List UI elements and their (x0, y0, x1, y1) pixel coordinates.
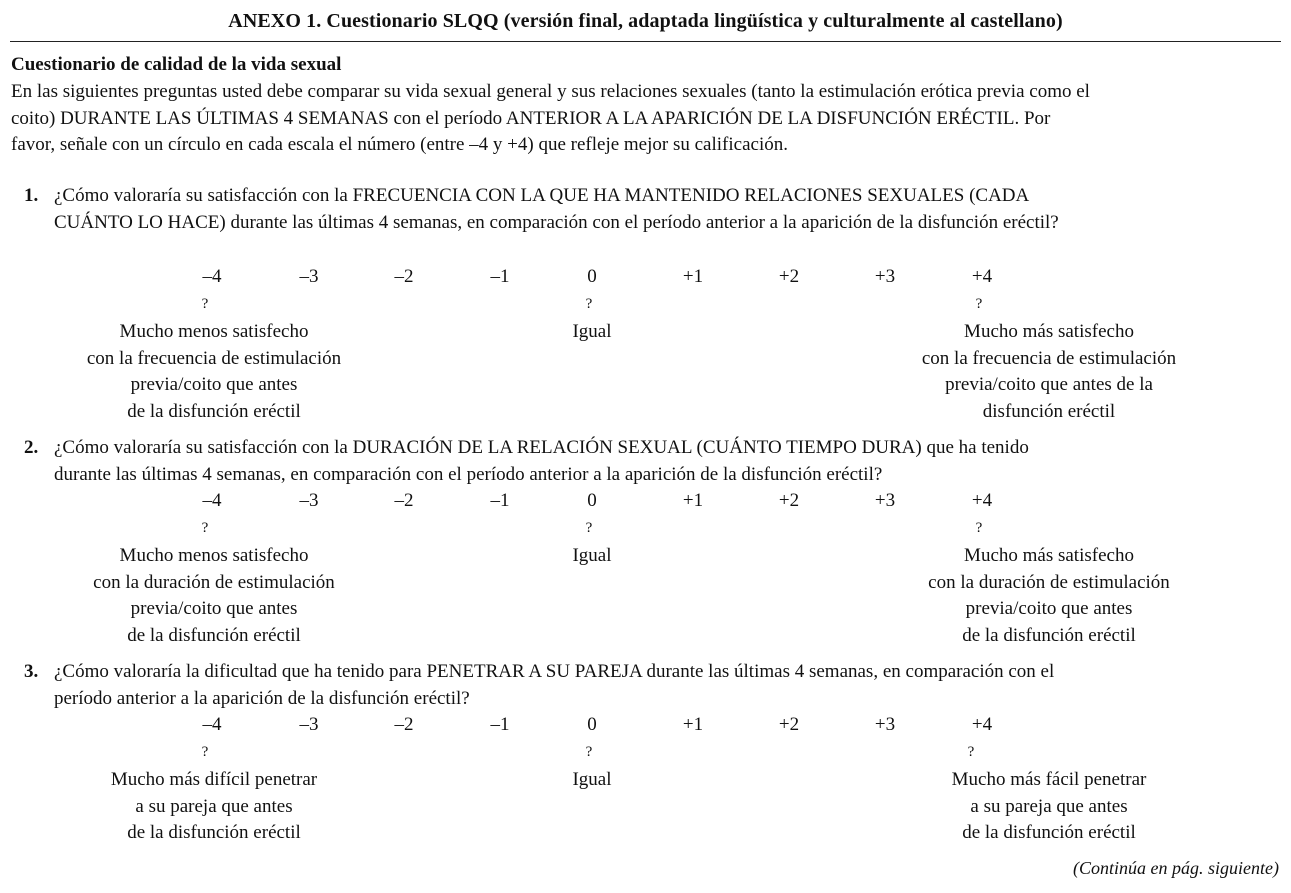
anchor-line: Mucho más fácil penetrar (951, 769, 1147, 790)
scale-option-plus-3[interactable]: +3 (874, 714, 896, 735)
scale-marker: ? (975, 520, 983, 536)
question-text-line: período anterior a la aparición de la disfunción eréctil? (54, 688, 470, 709)
scale-option-plus-4[interactable]: +4 (971, 714, 993, 735)
anchor-line: de la disfunción eréctil (127, 400, 301, 422)
anchor-line: Mucho más satisfecho (964, 545, 1134, 566)
header-rule (10, 41, 1281, 42)
scale-marker: ? (201, 744, 209, 760)
anchor-line: Mucho más difícil penetrar (110, 769, 318, 790)
middle-anchor-label (412, 543, 772, 570)
section-title: Cuestionario de calidad de la vida sexual (11, 54, 342, 75)
scale-option-minus-1[interactable]: –1 (490, 714, 510, 735)
anchor-line: Mucho más satisfecho (964, 321, 1134, 342)
scale-option-plus-3[interactable]: +3 (874, 490, 896, 511)
anchor-line: previa/coito que antes (130, 374, 298, 395)
anchor-line: de la disfunción eréctil (962, 822, 1136, 843)
left-anchor-label (34, 767, 394, 847)
left-anchor-label (34, 543, 394, 649)
scale-option-plus-2[interactable]: +2 (778, 266, 800, 287)
question-text-line: ¿Cómo valoraría su satisfacción con la FRECUENCIA CON LA QUE HA MANTENIDO RELACIONES SEXUALES (CADA (54, 185, 1030, 206)
scale-option-0[interactable]: 0 (587, 266, 597, 287)
scale-option-minus-1[interactable]: –1 (490, 490, 510, 511)
scale-marker: ? (585, 296, 593, 312)
scale-marker: ? (967, 744, 975, 760)
middle-anchor-label (412, 767, 772, 794)
scale-marker: ? (585, 744, 593, 760)
question-text-line: durante las últimas 4 semanas, en comparación con el período anterior a la aparición de la disfunción eréctil? (54, 464, 883, 485)
anchor-line: con la frecuencia de estimulación (86, 347, 342, 369)
scale-option-0[interactable]: 0 (587, 490, 597, 511)
anchor-line: Igual (572, 545, 612, 566)
anchor-line: de la disfunción eréctil (962, 624, 1136, 646)
scale-option-plus-4[interactable]: +4 (971, 266, 993, 287)
question-number: 2. (24, 437, 39, 458)
right-anchor-label (869, 543, 1229, 649)
scale-marker: ? (585, 520, 593, 536)
scale-option-minus-4[interactable]: –4 (202, 266, 222, 287)
annex-title: ANEXO 1. Cuestionario SLQQ (versión final, adaptada lingüística y culturalmente al castellano) (228, 10, 1063, 32)
scale-option-plus-1[interactable]: +1 (682, 490, 704, 511)
scale-option-minus-1[interactable]: –1 (490, 266, 510, 287)
anchor-line: previa/coito que antes (965, 598, 1133, 619)
scale-option-minus-2[interactable]: –2 (394, 490, 414, 511)
anchor-line: con la duración de estimulación (93, 571, 335, 593)
scale-option-minus-2[interactable]: –2 (394, 714, 414, 735)
anchor-line: Mucho menos satisfecho (119, 545, 309, 566)
scale-marker: ? (975, 296, 983, 312)
question-text-line: ¿Cómo valoraría su satisfacción con la DURACIÓN DE LA RELACIÓN SEXUAL (CUÁNTO TIEMPO DURA) que ha tenido (54, 437, 1029, 458)
scale-option-plus-3[interactable]: +3 (874, 266, 896, 287)
right-anchor-label (869, 767, 1229, 847)
right-anchor-label (869, 319, 1229, 425)
anchor-line: Mucho menos satisfecho (119, 321, 309, 342)
scale-option-plus-2[interactable]: +2 (778, 714, 800, 735)
anchor-line: a su pareja que antes (970, 795, 1128, 817)
left-anchor-label (34, 319, 394, 425)
anchor-line: con la duración de estimulación (928, 571, 1170, 593)
anchor-line: Igual (572, 769, 612, 790)
middle-anchor-label (412, 319, 772, 346)
intro-paragraph (11, 79, 1281, 159)
scale-option-0[interactable]: 0 (587, 714, 597, 735)
question-number: 1. (24, 185, 39, 206)
intro-line: favor, señale con un círculo en cada escala el número (entre –4 y +4) que refleje mejor su calificación. (11, 134, 788, 155)
scale-option-minus-4[interactable]: –4 (202, 490, 222, 511)
anchor-line: previa/coito que antes de la (945, 374, 1153, 395)
anchor-line: con la frecuencia de estimulación (921, 347, 1177, 369)
question-text-line: CUÁNTO LO HACE) durante las últimas 4 semanas, en comparación con el período anterior a la aparición de la disfunción eréctil? (54, 212, 1059, 233)
question-text-line: ¿Cómo valoraría la dificultad que ha tenido para PENETRAR A SU PAREJA durante las últimas 4 semanas, en comparación con el (54, 661, 1055, 682)
anchor-line: de la disfunción eréctil (127, 624, 301, 646)
intro-line: En las siguientes preguntas usted debe comparar su vida sexual general y sus relaciones sexuales (tanto la estimulación erótica previa como el (11, 81, 1090, 102)
anchor-line: previa/coito que antes (130, 598, 298, 619)
scale-option-minus-2[interactable]: –2 (394, 266, 414, 287)
scale-option-plus-1[interactable]: +1 (682, 266, 704, 287)
anchor-line: de la disfunción eréctil (127, 822, 301, 843)
scale-option-minus-4[interactable]: –4 (202, 714, 222, 735)
scale-marker: ? (201, 520, 209, 536)
scale-option-plus-4[interactable]: +4 (971, 490, 993, 511)
anchor-line: disfunción eréctil (982, 400, 1116, 422)
scale-marker: ? (201, 296, 209, 312)
scale-option-plus-2[interactable]: +2 (778, 490, 800, 511)
scale-option-minus-3[interactable]: –3 (299, 714, 319, 735)
question-number: 3. (24, 661, 39, 682)
intro-line: coito) DURANTE LAS ÚLTIMAS 4 SEMANAS con el período ANTERIOR A LA APARICIÓN DE LA DISFUNCIÓN ERÉCTIL. Por (11, 107, 1051, 129)
anchor-line: a su pareja que antes (135, 795, 293, 817)
continuation-note: (Continúa en pág. siguiente) (1073, 858, 1279, 878)
scale-option-minus-3[interactable]: –3 (299, 266, 319, 287)
scale-option-minus-3[interactable]: –3 (299, 490, 319, 511)
anchor-line: Igual (572, 321, 612, 342)
scale-option-plus-1[interactable]: +1 (682, 714, 704, 735)
